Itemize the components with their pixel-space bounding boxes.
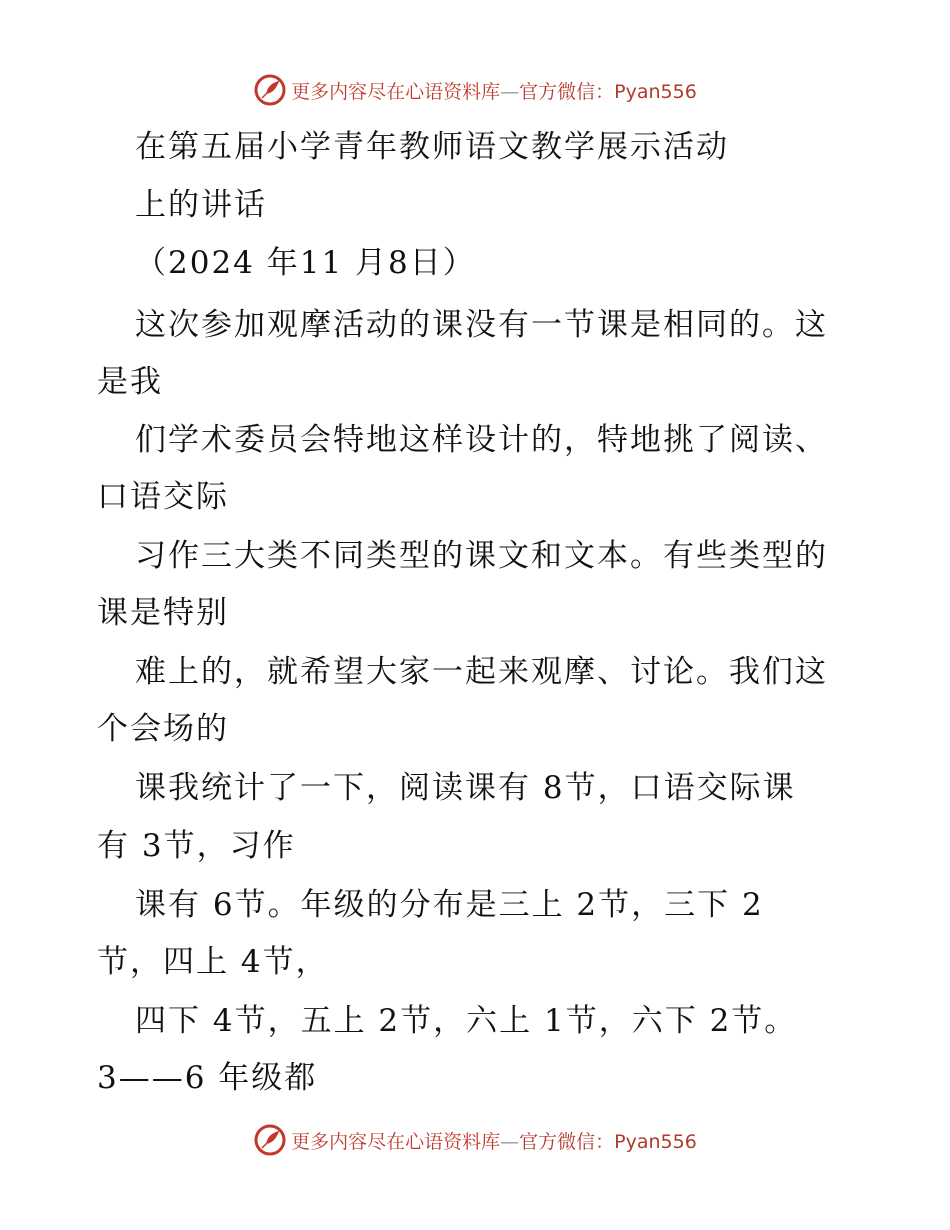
paragraph-line: 难上的，就希望大家一起来观摩、讨论。我们这 [135, 654, 828, 690]
document-date: （2024 年11 月8日） [135, 245, 476, 281]
banner-text [291, 77, 697, 104]
document-title-line-1: 在第五届小学青年教师语文教学展示活动 [135, 129, 729, 165]
paragraph-line: 节，四上 4节， [97, 944, 329, 980]
banner-wechat-text: 官方微信：Pyan556 [519, 80, 697, 103]
paragraph-line: 们学术委员会特地这样设计的，特地挑了阅读、 [135, 422, 828, 458]
banner-wechat-text: 官方微信：Pyan556 [519, 1130, 697, 1153]
banner-text [291, 1127, 697, 1154]
paragraph-line: 是我 [97, 364, 163, 400]
paragraph-line: 有 3节，习作 [97, 828, 296, 864]
paragraph-line: 课是特别 [97, 595, 229, 631]
document-title-line-2: 上的讲话 [135, 187, 267, 223]
paragraph-line: 课有 6节。年级的分布是三上 2节，三下 2 [135, 887, 764, 923]
brand-feather-logo-icon [253, 73, 287, 107]
paragraph-line: 3——6 年级都 [97, 1060, 318, 1096]
paragraph-line: 课我统计了一下，阅读课有 8节，口语交际课 [135, 770, 796, 806]
paragraph-line: 习作三大类不同类型的课文和文本。有些类型的 [135, 538, 828, 574]
paragraph-line: 这次参加观摩活动的课没有一节课是相同的。这 [135, 307, 828, 343]
banner-main-text: 更多内容尽在心语资料库 [291, 1130, 501, 1153]
banner-separator: — [500, 80, 520, 103]
footer-watermark-banner [0, 1120, 950, 1160]
paragraph-line: 口语交际 [97, 479, 229, 515]
brand-feather-logo-icon [253, 1123, 287, 1157]
paragraph-line: 四下 4节，五上 2节，六上 1节，六下 2节。 [135, 1003, 798, 1039]
banner-main-text: 更多内容尽在心语资料库 [291, 80, 501, 103]
header-watermark-banner [0, 70, 950, 110]
paragraph-line: 个会场的 [97, 711, 229, 747]
banner-separator: — [500, 1130, 520, 1153]
